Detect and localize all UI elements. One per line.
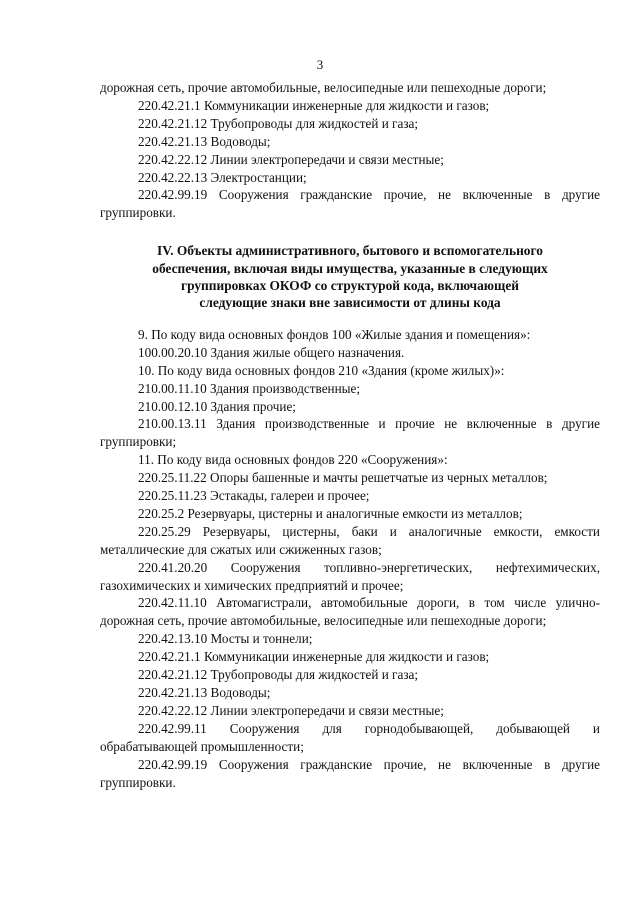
heading-line: группировках ОКОФ со структурой кода, включающей <box>181 278 519 294</box>
section-heading <box>100 242 600 312</box>
list-item: 220.25.11.22 Опоры башенные и мачты решетчатые из черных металлов; <box>138 470 548 486</box>
list-item: 210.00.13.11 Здания производственные и прочие не включенные в другие группировки; <box>100 416 600 450</box>
list-item: 220.42.21.1 Коммуникации инженерные для жидкости и газов; <box>138 97 490 113</box>
list-item: 220.42.21.1 Коммуникации инженерные для жидкости и газов; <box>138 649 490 665</box>
list-item: 210.00.12.10 Здания прочие; <box>138 398 296 414</box>
list-item: 210.00.11.10 Здания производственные; <box>138 380 361 396</box>
list-item: 220.42.21.13 Водоводы; <box>138 685 271 700</box>
list-item: 220.42.22.12 Линии электропередачи и связи местные; <box>138 702 444 718</box>
list-item: 220.25.29 Резервуары, цистерны, баки и аналогичные емкости, емкости металлические для сжатых или сжиженных газов; <box>100 523 600 557</box>
heading-line: обеспечения, включая виды имущества, указанные в следующих <box>152 260 548 276</box>
paragraph-line: дорожная сеть, прочие автомобильные, велосипедные или пешеходные дороги; <box>100 80 547 95</box>
list-item: 220.25.11.23 Эстакады, галереи и прочее; <box>138 488 370 504</box>
list-item: 100.00.20.10 Здания жилые общего назначения. <box>138 344 405 360</box>
heading-line: IV. Объекты административного, бытового и вспомогательного <box>157 243 543 259</box>
list-item: 220.42.13.10 Мосты и тоннели; <box>138 631 313 647</box>
list-item: 220.42.11.10 Автомагистрали, автомобильные дороги, в том числе улично-дорожная сеть, прочие автомобильные, велосипедные или пешеходные дороги; <box>100 595 600 629</box>
list-item: 220.42.22.13 Электростанции; <box>138 169 307 185</box>
list-item: 220.42.22.12 Линии электропередачи и связи местные; <box>138 151 444 167</box>
list-item: 220.41.20.20 Сооружения топливно-энергетических, нефтехимических, газохимических и химических предприятий и прочее; <box>100 559 600 593</box>
list-item: 220.42.99.19 Сооружения гражданские прочие, не включенные в другие группировки. <box>100 756 600 790</box>
numbered-item: 10. По коду вида основных фондов 210 «Здания (кроме жилых)»: <box>138 362 505 378</box>
list-item: 220.42.99.11 Сооружения для горнодобывающей, добывающей и обрабатывающей промышленности; <box>100 720 600 754</box>
list-item: 220.25.2 Резервуары, цистерны и аналогичные емкости из металлов; <box>138 505 523 521</box>
document-body <box>100 79 600 791</box>
list-item: 220.42.21.12 Трубопроводы для жидкостей и газа; <box>138 115 419 131</box>
list-item: 220.42.99.19 Сооружения гражданские прочие, не включенные в другие группировки. <box>100 187 600 221</box>
numbered-item: 9. По коду вида основных фондов 100 «Жилые здания и помещения»: <box>138 326 531 342</box>
list-item: 220.42.21.13 Водоводы; <box>138 133 271 149</box>
heading-line: следующие знаки вне зависимости от длины кода <box>199 295 501 311</box>
list-item: 220.42.21.12 Трубопроводы для жидкостей и газа; <box>138 667 419 683</box>
page-number: 3 <box>316 57 324 72</box>
numbered-item: 11. По коду вида основных фондов 220 «Сооружения»: <box>138 452 448 468</box>
